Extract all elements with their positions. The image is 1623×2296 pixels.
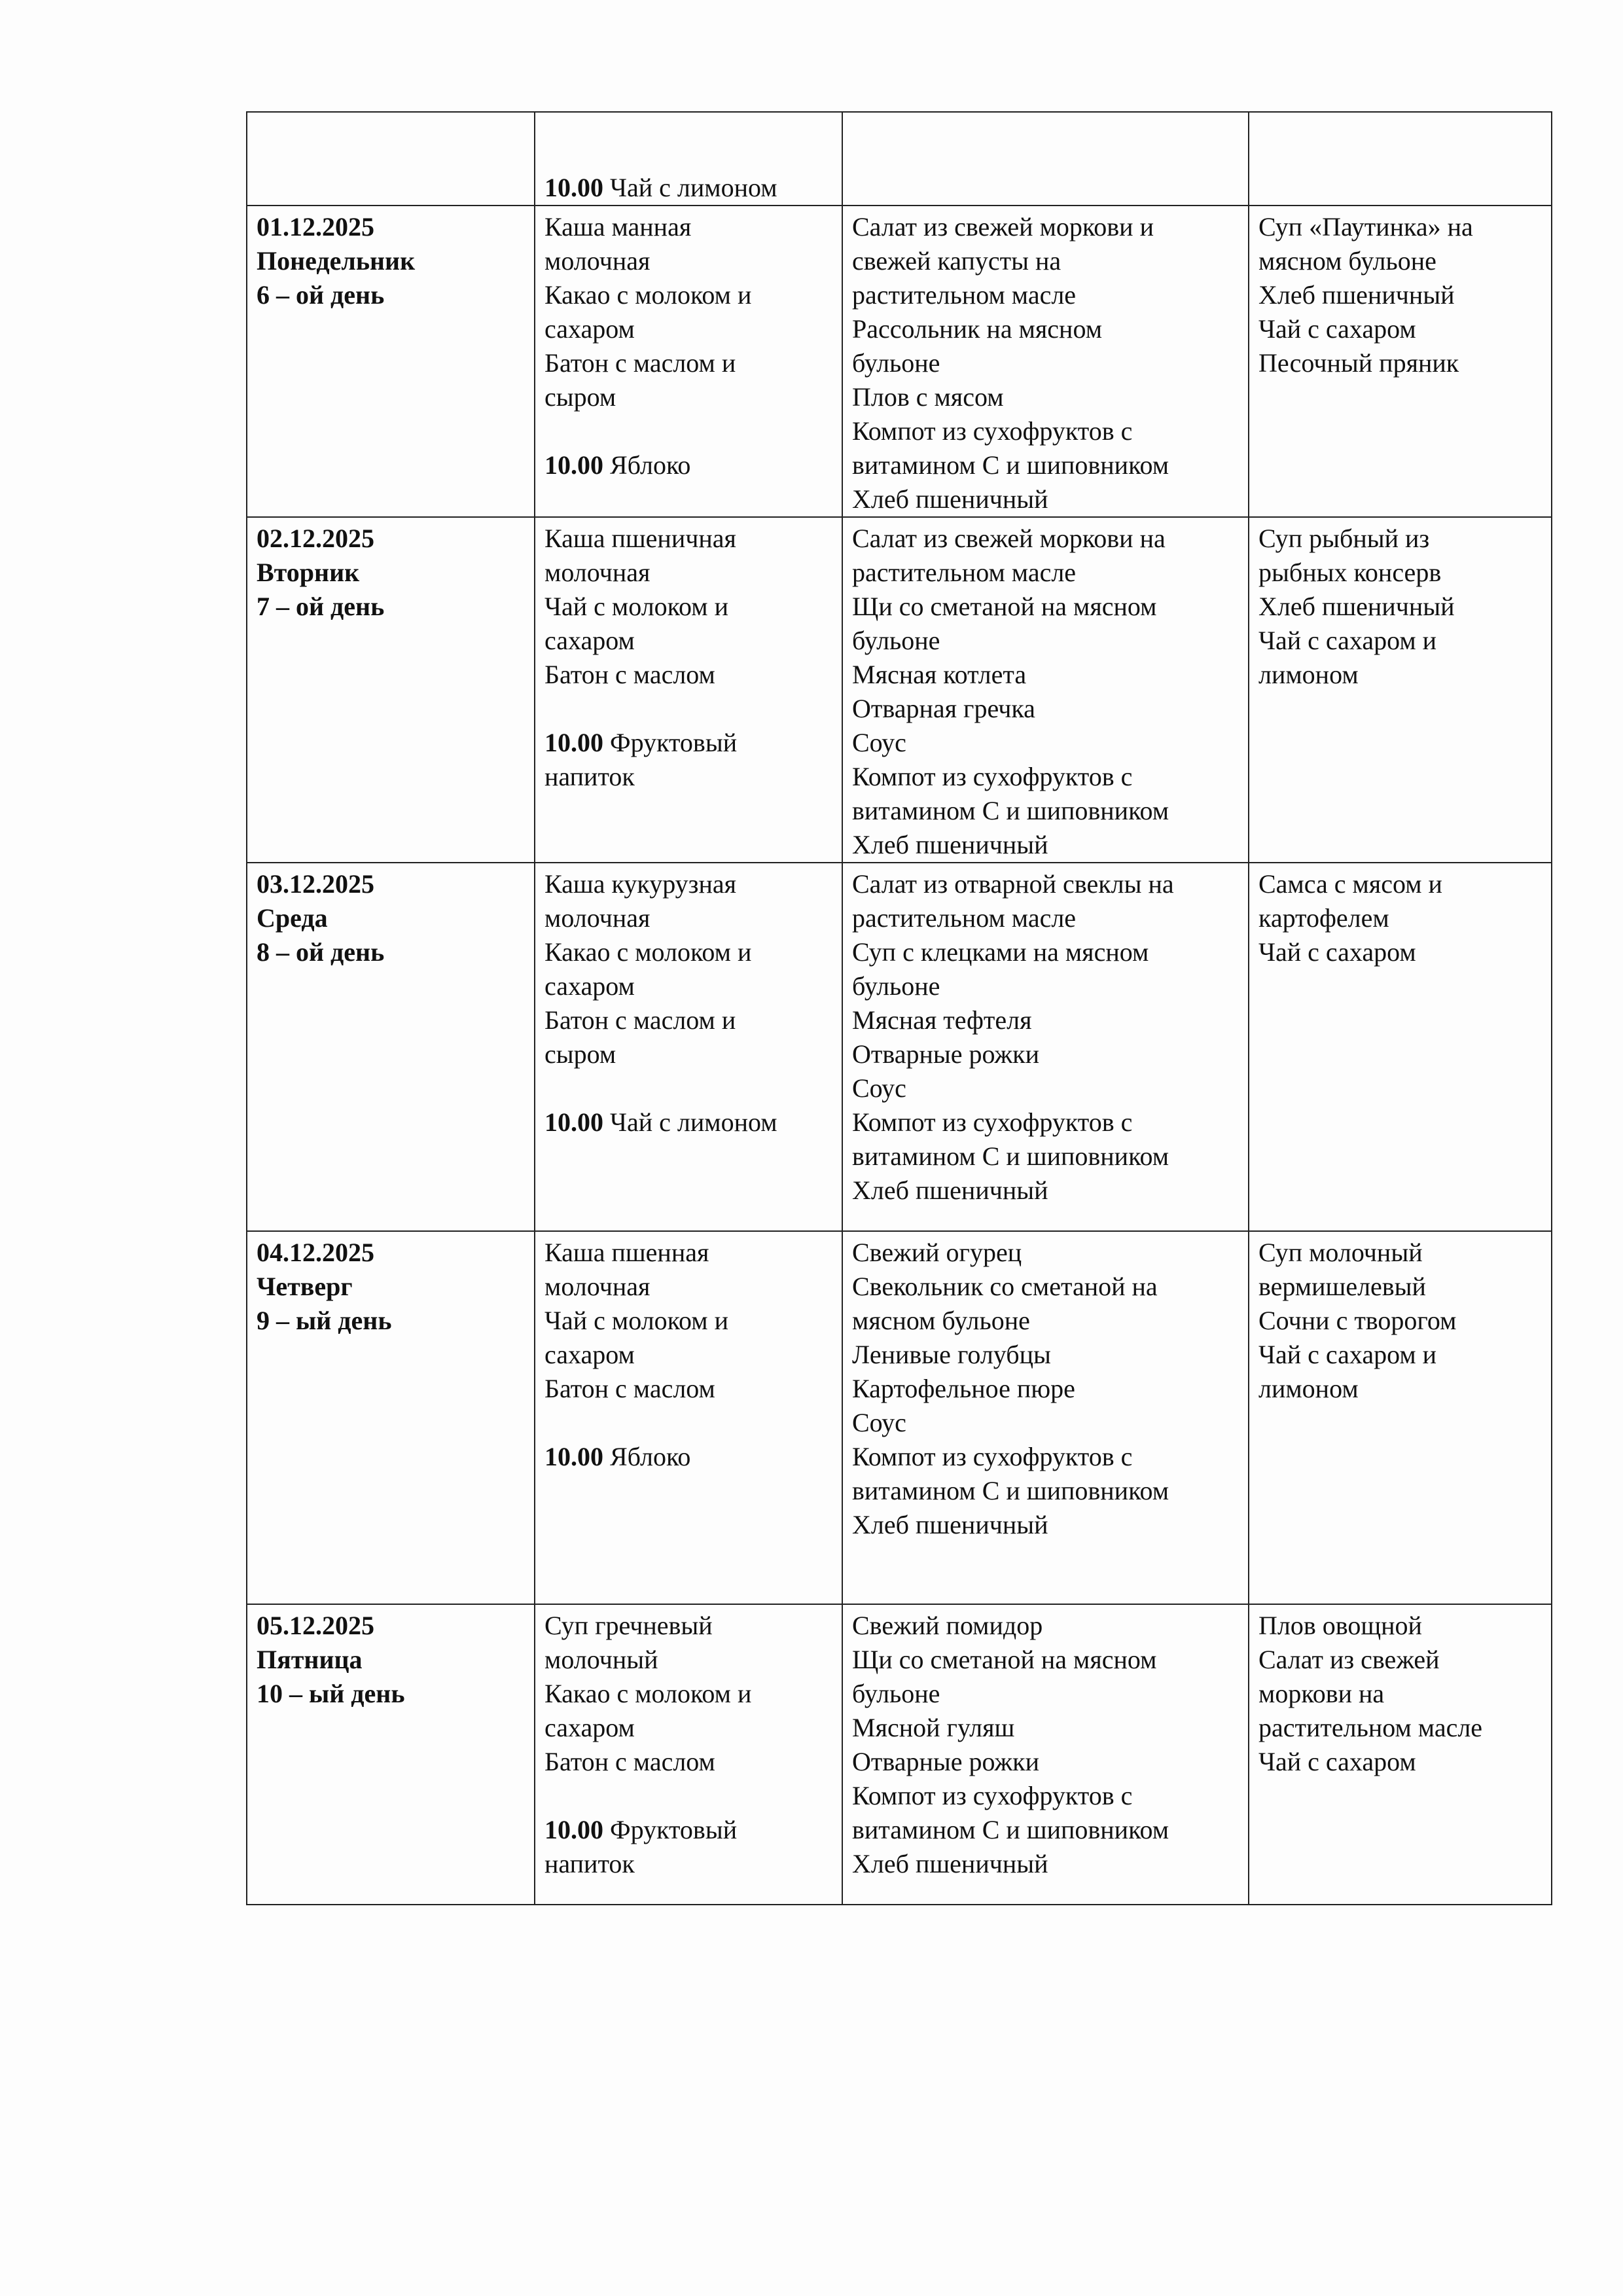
snack-item: Фруктовый напиток	[544, 1815, 738, 1878]
breakfast-item: Каша кукурузная	[544, 869, 737, 899]
day-weekday: Пятница	[257, 1645, 363, 1674]
lunch-item: Щи со сметаной на мясном	[852, 592, 1157, 621]
day-date: 03.12.2025	[257, 869, 374, 899]
empty-cell	[1249, 112, 1552, 206]
afternoon-item: лимоном	[1258, 1374, 1359, 1403]
lunch-item: Салат из свежей моркови и	[852, 212, 1154, 242]
day-weekday: Четверг	[257, 1272, 353, 1301]
lunch-item: растительном масле	[852, 903, 1077, 933]
snack-item: Яблоко	[610, 450, 691, 480]
lunch-item: Отварные рожки	[852, 1747, 1039, 1776]
day-row	[247, 1231, 1552, 1604]
breakfast-item: сахаром	[544, 971, 635, 1001]
lunch-item: Компот из сухофруктов с	[852, 416, 1133, 446]
day-row	[247, 1604, 1552, 1905]
snack-item: Чай с лимоном	[610, 173, 777, 202]
snack	[544, 726, 832, 794]
lunch-item: Хлеб пшеничный	[852, 1510, 1048, 1539]
afternoon-snack-cell	[1249, 1604, 1552, 1905]
lunch-item: бульоне	[852, 971, 940, 1001]
breakfast-item: молочная	[544, 246, 651, 276]
lunch-item: свежей капусты на	[852, 246, 1061, 276]
breakfast-item: молочный	[544, 1645, 658, 1674]
lunch-item: Ленивые голубцы	[852, 1340, 1051, 1369]
lunch-item: Суп с клецками на мясном	[852, 937, 1149, 967]
afternoon-item: вермишелевый	[1258, 1272, 1426, 1301]
afternoon-item: растительном масле	[1258, 1713, 1483, 1742]
lunch-item: витамином С и шиповником	[852, 1476, 1169, 1505]
lunch-item: Картофельное пюре	[852, 1374, 1075, 1403]
day-row	[247, 206, 1552, 517]
snack-time: 10.00	[544, 728, 603, 757]
snack-time: 10.00	[544, 1815, 603, 1844]
breakfast-item: Чай с молоком и	[544, 592, 729, 621]
breakfast-item: Каша манная	[544, 212, 692, 242]
afternoon-item: картофелем	[1258, 903, 1389, 933]
breakfast-item: сыром	[544, 382, 616, 412]
lunch-item: Компот из сухофруктов с	[852, 1442, 1133, 1471]
day-day-num: 9 – ый день	[257, 1306, 392, 1335]
afternoon-item: Салат из свежей	[1258, 1645, 1440, 1674]
breakfast-item: Чай с молоком и	[544, 1306, 729, 1335]
day-row	[247, 863, 1552, 1231]
afternoon-item: Сочни с творогом	[1258, 1306, 1457, 1335]
lunch-item: Щи со сметаной на мясном	[852, 1645, 1157, 1674]
lunch-item: Свекольник со сметаной на	[852, 1272, 1158, 1301]
breakfast-cell	[535, 517, 842, 863]
snack-item: Яблоко	[610, 1442, 691, 1471]
breakfast-item: сыром	[544, 1039, 616, 1069]
lunch-item: Компот из сухофруктов с	[852, 1781, 1133, 1810]
lunch-item: Салат из отварной свеклы на	[852, 869, 1174, 899]
afternoon-snack-cell	[1249, 517, 1552, 863]
lunch-item: витамином С и шиповником	[852, 450, 1169, 480]
day-date: 05.12.2025	[257, 1611, 374, 1640]
day-weekday: Вторник	[257, 558, 360, 587]
lunch-item: Хлеб пшеничный	[852, 484, 1048, 514]
snack	[544, 1813, 832, 1881]
snack-item: Фруктовый напиток	[544, 728, 738, 791]
afternoon-item: Чай с сахаром	[1258, 937, 1416, 967]
snack-time: 10.00	[544, 1442, 603, 1471]
day-date: 02.12.2025	[257, 524, 374, 553]
lunch-item: Плов с мясом	[852, 382, 1004, 412]
breakfast-item: Батон с маслом	[544, 1374, 715, 1403]
afternoon-item: Самса с мясом и	[1258, 869, 1442, 899]
day-cell	[247, 1231, 535, 1604]
lunch-item: Отварная гречка	[852, 694, 1035, 723]
breakfast-item: сахаром	[544, 1713, 635, 1742]
day-day-num: 7 – ой день	[257, 592, 385, 621]
afternoon-item: Чай с сахаром и	[1258, 1340, 1437, 1369]
breakfast-cell	[535, 112, 842, 206]
afternoon-item: мясном бульоне	[1258, 246, 1436, 276]
afternoon-item: моркови на	[1258, 1679, 1385, 1708]
lunch-item: Соус	[852, 1073, 906, 1103]
day-weekday: Понедельник	[257, 246, 416, 276]
afternoon-item: рыбных консерв	[1258, 558, 1442, 587]
snack-time: 10.00	[544, 1107, 603, 1137]
afternoon-snack-cell	[1249, 206, 1552, 517]
afternoon-item: Песочный пряник	[1258, 348, 1459, 378]
breakfast-item: Батон с маслом	[544, 1747, 715, 1776]
afternoon-snack-cell	[1249, 863, 1552, 1231]
afternoon-snack-cell	[1249, 1231, 1552, 1604]
empty-cell	[247, 112, 535, 206]
afternoon-item: Чай с сахаром	[1258, 314, 1416, 344]
snack-item: Чай с лимоном	[610, 1107, 777, 1137]
afternoon-item: Суп молочный	[1258, 1238, 1423, 1267]
breakfast-item: Какао с молоком и	[544, 1679, 752, 1708]
breakfast-item: сахаром	[544, 314, 635, 344]
lunch-item: Хлеб пшеничный	[852, 1849, 1048, 1878]
day-weekday: Среда	[257, 903, 328, 933]
breakfast-item: Суп гречневый	[544, 1611, 713, 1640]
breakfast-item: сахаром	[544, 1340, 635, 1369]
afternoon-item: Суп рыбный из	[1258, 524, 1430, 553]
day-day-num: 8 – ой день	[257, 937, 385, 967]
breakfast-item: Какао с молоком и	[544, 280, 752, 310]
breakfast-item: молочная	[544, 903, 651, 933]
lunch-item: Мясной гуляш	[852, 1713, 1015, 1742]
afternoon-item: Чай с сахаром и	[1258, 626, 1437, 655]
lunch-item: бульоне	[852, 348, 940, 378]
snack-time: 10.00	[544, 450, 603, 480]
breakfast-item: Каша пшеничная	[544, 524, 736, 553]
breakfast-cell	[535, 863, 842, 1231]
breakfast-item: Батон с маслом и	[544, 348, 736, 378]
lunch-item: Компот из сухофруктов с	[852, 762, 1133, 791]
breakfast-item: молочная	[544, 558, 651, 587]
day-cell	[247, 1604, 535, 1905]
lunch-item: Мясная тефтеля	[852, 1005, 1032, 1035]
afternoon-item: Хлеб пшеничный	[1258, 280, 1455, 310]
lunch-item: бульоне	[852, 1679, 940, 1708]
lunch-cell	[842, 206, 1249, 517]
lunch-item: Соус	[852, 1408, 906, 1437]
lunch-item: Компот из сухофруктов с	[852, 1107, 1133, 1137]
breakfast-item: Батон с маслом и	[544, 1005, 736, 1035]
day-cell	[247, 863, 535, 1231]
snack-time: 10.00	[544, 173, 603, 202]
breakfast-item: Какао с молоком и	[544, 937, 752, 967]
lunch-item: растительном масле	[852, 280, 1077, 310]
lunch-item: Свежий помидор	[852, 1611, 1043, 1640]
day-date: 01.12.2025	[257, 212, 374, 242]
day-cell	[247, 517, 535, 863]
breakfast-cell	[535, 1604, 842, 1905]
lunch-item: Хлеб пшеничный	[852, 830, 1048, 859]
breakfast-item: Батон с маслом	[544, 660, 715, 689]
top-row	[247, 112, 1552, 206]
lunch-item: Рассольник на мясном	[852, 314, 1103, 344]
lunch-item: Свежий огурец	[852, 1238, 1022, 1267]
snack	[544, 1105, 832, 1139]
day-day-num: 10 – ый день	[257, 1679, 405, 1708]
lunch-cell	[842, 1231, 1249, 1604]
lunch-item: Салат из свежей моркови на	[852, 524, 1166, 553]
day-day-num: 6 – ой день	[257, 280, 385, 310]
afternoon-item: Чай с сахаром	[1258, 1747, 1416, 1776]
snack	[544, 448, 832, 482]
lunch-item: витамином С и шиповником	[852, 1815, 1169, 1844]
snack	[544, 1440, 832, 1474]
lunch-cell	[842, 1604, 1249, 1905]
lunch-item: Мясная котлета	[852, 660, 1027, 689]
afternoon-item: Плов овощной	[1258, 1611, 1422, 1640]
lunch-item: витамином С и шиповником	[852, 796, 1169, 825]
lunch-item: витамином С и шиповником	[852, 1141, 1169, 1171]
day-row	[247, 517, 1552, 863]
breakfast-item: сахаром	[544, 626, 635, 655]
lunch-item: бульоне	[852, 626, 940, 655]
afternoon-item: Суп «Паутинка» на	[1258, 212, 1473, 242]
lunch-item: растительном масле	[852, 558, 1077, 587]
afternoon-item: лимоном	[1258, 660, 1359, 689]
empty-cell	[842, 112, 1249, 206]
lunch-cell	[842, 517, 1249, 863]
breakfast-cell	[535, 206, 842, 517]
afternoon-item: Хлеб пшеничный	[1258, 592, 1455, 621]
breakfast-cell	[535, 1231, 842, 1604]
breakfast-item: Каша пшенная	[544, 1238, 709, 1267]
day-date: 04.12.2025	[257, 1238, 374, 1267]
menu-table	[246, 111, 1552, 1905]
day-cell	[247, 206, 535, 517]
lunch-cell	[842, 863, 1249, 1231]
lunch-item: Соус	[852, 728, 906, 757]
lunch-item: Хлеб пшеничный	[852, 1175, 1048, 1205]
breakfast-item: молочная	[544, 1272, 651, 1301]
lunch-item: Отварные рожки	[852, 1039, 1039, 1069]
lunch-item: мясном бульоне	[852, 1306, 1030, 1335]
